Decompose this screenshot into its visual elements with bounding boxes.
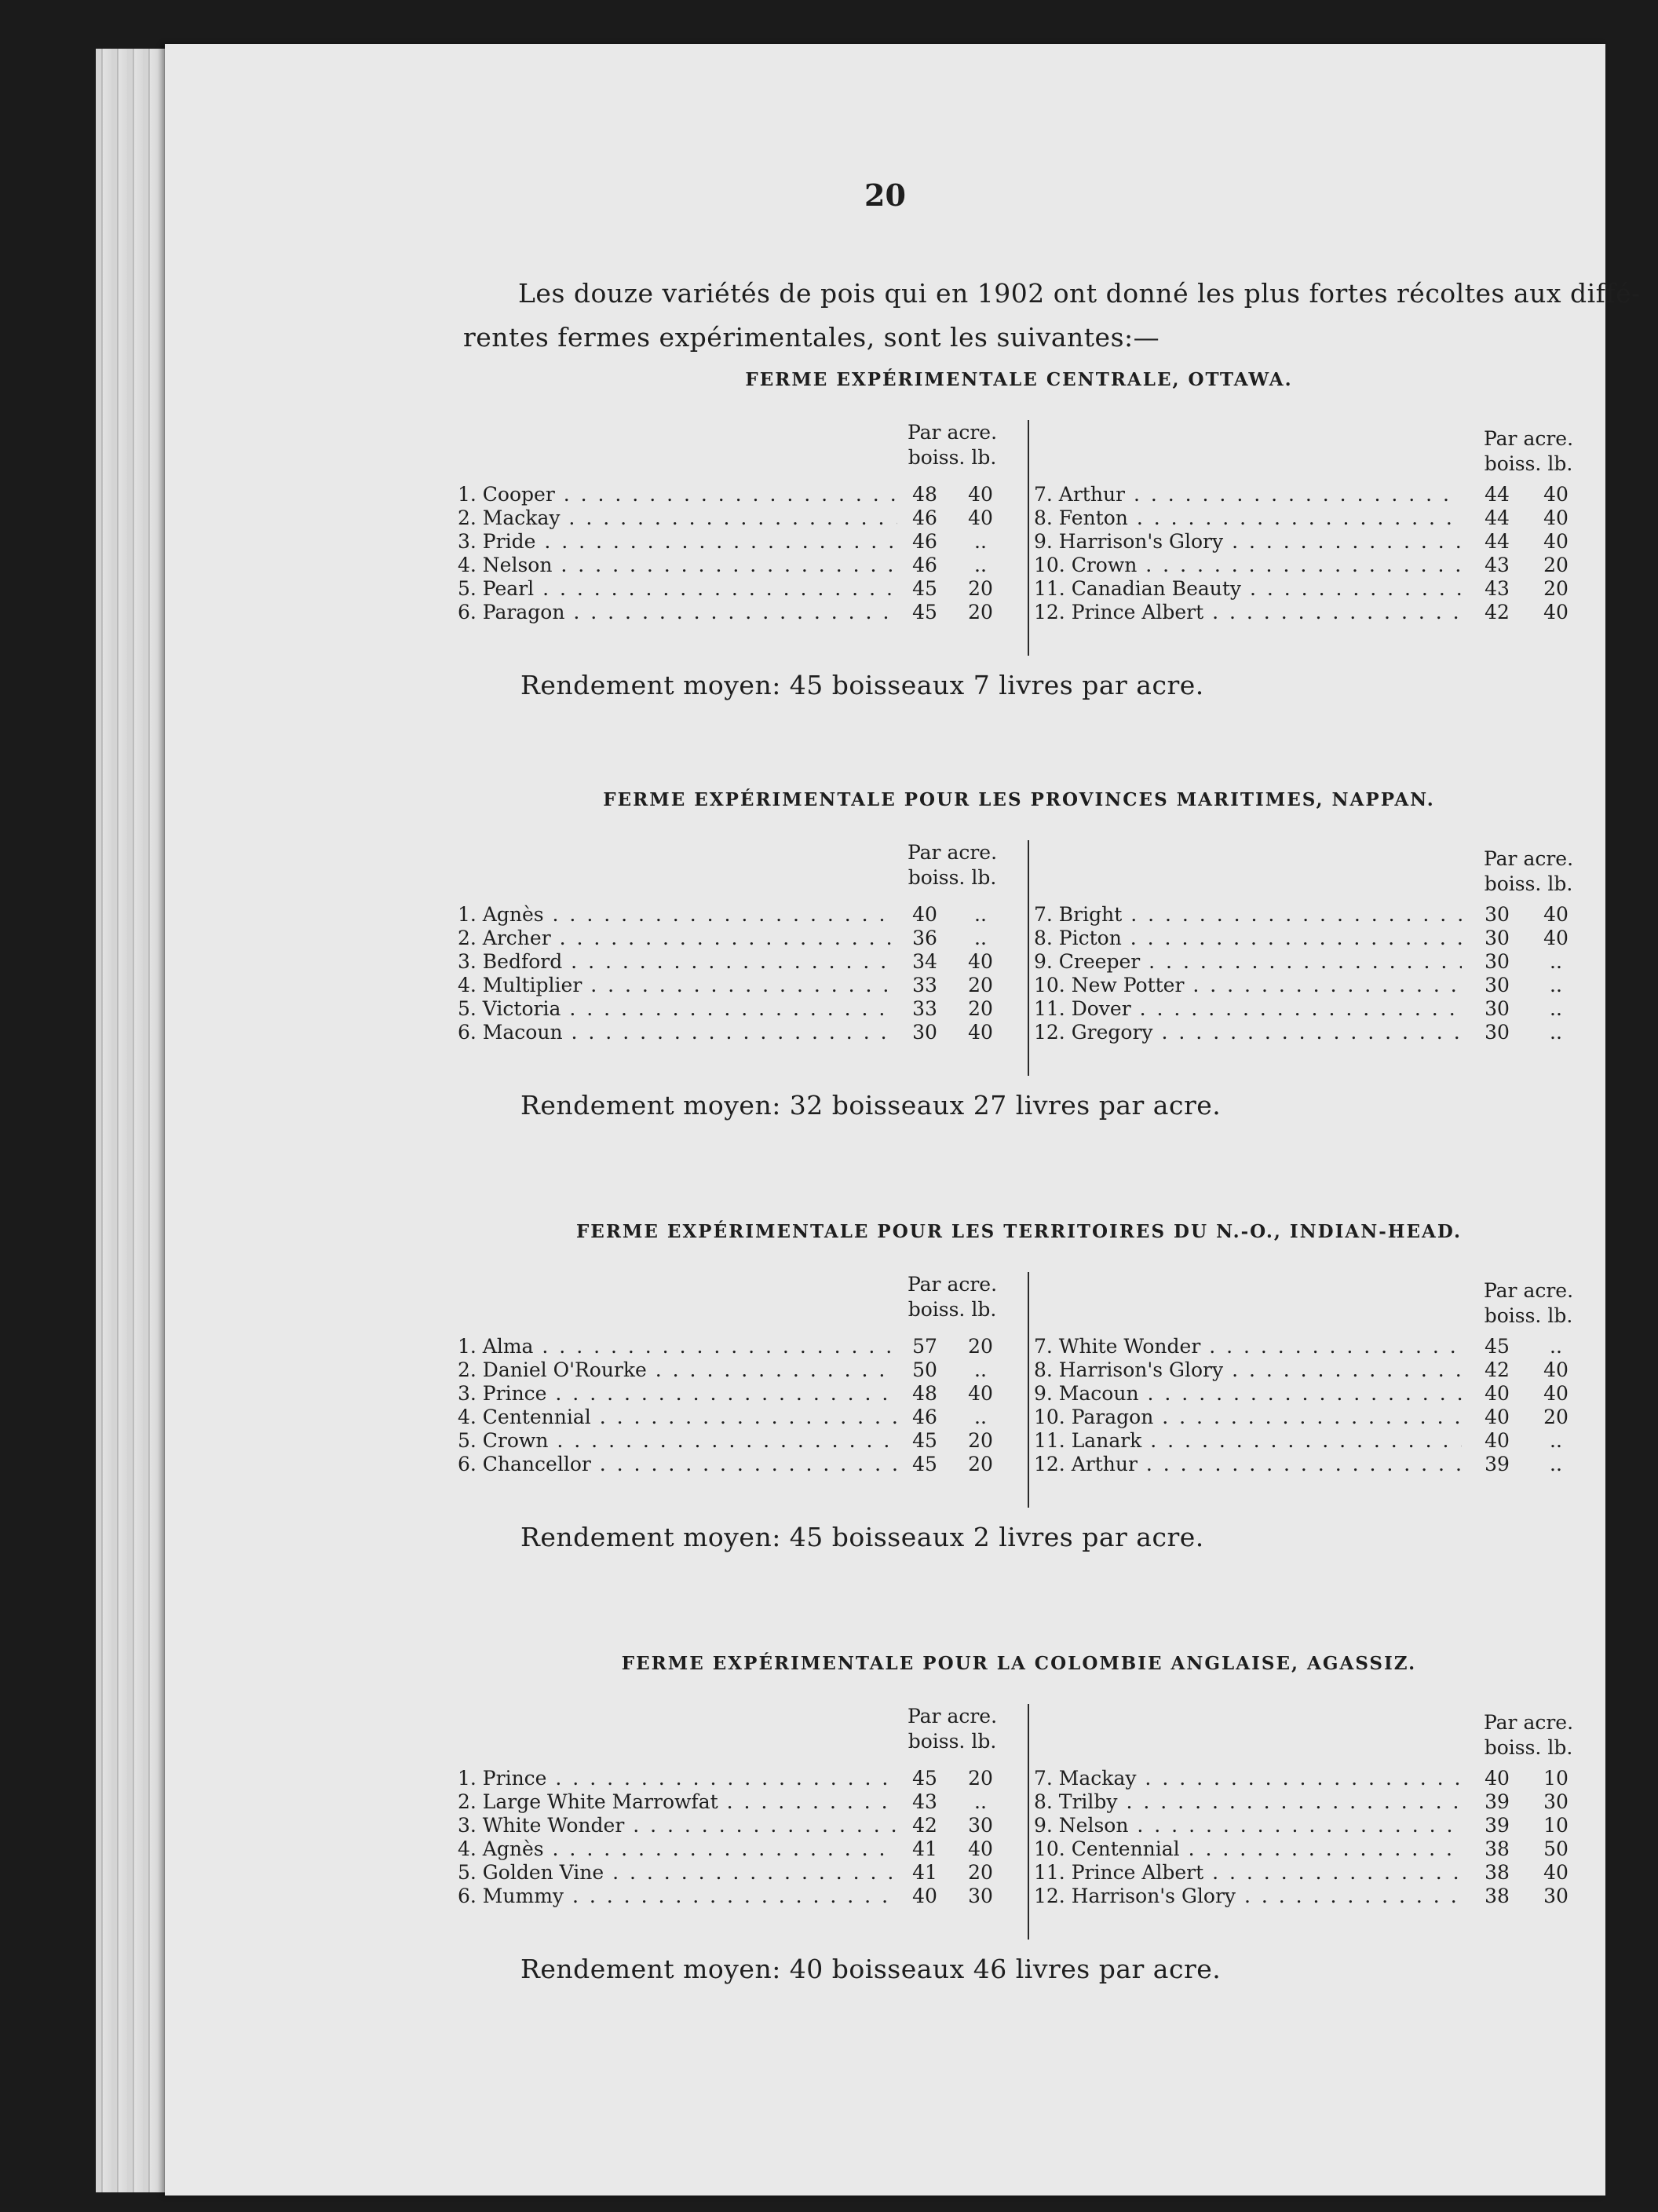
variety-name: 2. Daniel O'Rourke . . . <box>458 1358 897 1382</box>
section-heading: FERME EXPÉRIMENTALE CENTRALE, OTTAWA. <box>745 369 1293 390</box>
yield-pounds: .. <box>1550 1453 1562 1475</box>
variety-name: 7. Arthur . . . <box>1034 483 1462 506</box>
yield-pounds: .. <box>1550 1429 1562 1452</box>
yield-bushels: 45 <box>912 1453 937 1475</box>
column-divider <box>1028 1704 1029 1940</box>
table-row <box>458 530 1017 554</box>
variety-name: 6. Chancellor . . . <box>458 1453 897 1476</box>
variety-name: 5. Victoria . . . <box>458 997 897 1021</box>
table-row <box>1034 974 1576 997</box>
table-rows <box>458 1335 1017 1476</box>
yield-pounds: 20 <box>968 577 993 600</box>
header-units: boiss. lb. <box>908 1730 997 1753</box>
table-row <box>1034 950 1576 974</box>
yield-bushels: 44 <box>1485 506 1510 529</box>
header-units: boiss. lb. <box>1484 872 1573 895</box>
yield-pounds: 30 <box>968 1814 993 1837</box>
table-column-right <box>1034 1704 1576 1940</box>
yield-pounds: 20 <box>968 1767 993 1790</box>
variety-name: 1. Cooper . . . <box>458 483 897 506</box>
yield-bushels: 42 <box>1485 1358 1510 1381</box>
yield-bushels: 43 <box>1485 554 1510 576</box>
yield-pounds: .. <box>974 554 987 576</box>
table-row <box>1034 554 1576 577</box>
yield-pounds: 40 <box>968 1382 993 1405</box>
table-row <box>1034 1021 1576 1044</box>
yield-pounds: 20 <box>1543 577 1569 600</box>
intro-line-1: Les douze variétés de pois qui en 1902 ont donné les plus fortes récoltes aux diffé- <box>518 278 1641 309</box>
farm-section <box>458 1221 1580 1552</box>
yield-pounds: 20 <box>968 601 993 623</box>
table-row <box>1034 1429 1576 1453</box>
farm-section <box>458 1653 1580 1984</box>
average-yield: Rendement moyen: 45 boisseaux 2 livres par acre. <box>520 1522 1204 1552</box>
header-units: boiss. lb. <box>1484 1304 1573 1327</box>
yield-pounds: 40 <box>1543 483 1569 506</box>
variety-name: 5. Pearl . . . <box>458 577 897 601</box>
yield-pounds: .. <box>1550 997 1562 1020</box>
table-rows <box>1034 903 1576 1044</box>
table-row <box>458 927 1017 950</box>
yield-bushels: 38 <box>1485 1885 1510 1907</box>
table-row <box>1034 506 1576 530</box>
average-yield: Rendement moyen: 32 boisseaux 27 livres par acre. <box>520 1090 1222 1121</box>
variety-name: 12. Arthur . . . <box>1034 1453 1462 1476</box>
variety-name: 3. Prince . . . <box>458 1382 897 1406</box>
yield-bushels: 48 <box>912 1382 937 1405</box>
yield-bushels: 45 <box>912 577 937 600</box>
yield-pounds: 40 <box>1543 1358 1569 1381</box>
variety-name: 7. White Wonder . . . <box>1034 1335 1462 1358</box>
variety-name: 4. Agnès . . . <box>458 1837 897 1861</box>
variety-name: 8. Picton . . . <box>1034 927 1462 950</box>
yield-bushels: 50 <box>912 1358 937 1381</box>
yield-pounds: .. <box>974 927 987 949</box>
yield-pounds: 40 <box>1543 903 1569 926</box>
table-row <box>1034 1767 1576 1790</box>
table-rows <box>458 903 1017 1044</box>
table-row <box>458 1790 1017 1814</box>
yield-bushels: 45 <box>912 1767 937 1790</box>
table-column-left <box>458 1704 1017 1940</box>
table-row <box>1034 530 1576 554</box>
intro-paragraph <box>463 272 1658 360</box>
table-row <box>1034 1790 1576 1814</box>
yield-bushels: 36 <box>912 927 937 949</box>
average-yield: Rendement moyen: 40 boisseaux 46 livres par acre. <box>520 1954 1222 1984</box>
yield-bushels: 46 <box>912 530 937 553</box>
yield-pounds: 10 <box>1543 1814 1569 1837</box>
variety-name: 12. Prince Albert . . . <box>1034 601 1462 624</box>
table-row <box>1034 1382 1576 1406</box>
variety-name: 12. Harrison's Glory . . . <box>1034 1885 1462 1908</box>
table-row <box>458 1453 1017 1476</box>
variety-name: 6. Macoun . . . <box>458 1021 897 1044</box>
header-par-acre: Par acre. <box>1483 1279 1574 1302</box>
yield-bushels: 30 <box>1485 950 1510 973</box>
yield-pounds: 40 <box>1543 601 1569 623</box>
variety-name: 9. Harrison's Glory . . . <box>1034 530 1462 554</box>
yield-pounds: 40 <box>968 506 993 529</box>
yield-bushels: 46 <box>912 554 937 576</box>
variety-name: 8. Harrison's Glory . . . <box>1034 1358 1462 1382</box>
yield-bushels: 40 <box>1485 1767 1510 1790</box>
yield-bushels: 45 <box>1485 1335 1510 1358</box>
yield-bushels: 40 <box>912 1885 937 1907</box>
yield-pounds: .. <box>1550 1021 1562 1044</box>
table-rows <box>458 483 1017 624</box>
variety-name: 2. Archer . . . <box>458 927 897 950</box>
variety-name: 1. Alma . . . <box>458 1335 897 1358</box>
variety-name: 9. Macoun . . . <box>1034 1382 1462 1406</box>
yield-pounds: 20 <box>1543 1406 1569 1428</box>
table-row <box>458 997 1017 1021</box>
yield-bushels: 39 <box>1485 1790 1510 1813</box>
yield-pounds: 30 <box>968 1885 993 1907</box>
variety-name: 8. Trilby . . . <box>1034 1790 1462 1814</box>
variety-name: 11. Dover . . . <box>1034 997 1462 1021</box>
yield-bushels: 30 <box>912 1021 937 1044</box>
variety-name: 7. Bright . . . <box>1034 903 1462 927</box>
yield-bushels: 41 <box>912 1837 937 1860</box>
table-row <box>458 903 1017 927</box>
table-row <box>1034 1861 1576 1885</box>
variety-name: 10. New Potter . . . <box>1034 974 1462 997</box>
table-column-left <box>458 1272 1017 1508</box>
variety-name: 3. Pride . . . <box>458 530 897 554</box>
yield-pounds: 40 <box>1543 1861 1569 1884</box>
table-row <box>458 1335 1017 1358</box>
yield-pounds: 20 <box>968 997 993 1020</box>
yield-bushels: 45 <box>912 1429 937 1452</box>
table-row <box>458 1382 1017 1406</box>
header-par-acre: Par acre. <box>1483 847 1574 870</box>
table-row <box>458 483 1017 506</box>
variety-name: 7. Mackay . . . <box>1034 1767 1462 1790</box>
table-column-right <box>1034 420 1576 656</box>
table-row <box>458 974 1017 997</box>
yield-bushels: 38 <box>1485 1861 1510 1884</box>
column-header <box>1470 1278 1587 1329</box>
variety-name: 4. Multiplier . . . <box>458 974 897 997</box>
table-row <box>1034 1453 1576 1476</box>
table-row <box>1034 483 1576 506</box>
yield-bushels: 38 <box>1485 1837 1510 1860</box>
table-row <box>458 1885 1017 1908</box>
column-header <box>897 1272 1007 1322</box>
yield-pounds: 20 <box>968 1429 993 1452</box>
yield-pounds: 40 <box>968 950 993 973</box>
variety-name: 3. White Wonder . . . <box>458 1814 897 1837</box>
yield-bushels: 43 <box>912 1790 937 1813</box>
yield-bushels: 30 <box>1485 903 1510 926</box>
yield-bushels: 30 <box>1485 1021 1510 1044</box>
variety-name: 11. Lanark . . . <box>1034 1429 1462 1453</box>
yield-table <box>458 840 1580 1076</box>
yield-pounds: .. <box>974 1358 987 1381</box>
header-par-acre: Par acre. <box>907 1273 998 1296</box>
variety-name: 10. Crown . . . <box>1034 554 1462 577</box>
yield-bushels: 40 <box>1485 1382 1510 1405</box>
variety-name: 9. Nelson . . . <box>1034 1814 1462 1837</box>
yield-bushels: 45 <box>912 601 937 623</box>
header-par-acre: Par acre. <box>907 1705 998 1728</box>
variety-name: 10. Centennial . . . <box>1034 1837 1462 1861</box>
yield-bushels: 43 <box>1485 577 1510 600</box>
variety-name: 5. Crown . . . <box>458 1429 897 1453</box>
column-header <box>897 1704 1007 1754</box>
header-par-acre: Par acre. <box>1483 1711 1574 1734</box>
variety-name: 11. Canadian Beauty . . . <box>1034 577 1462 601</box>
header-units: boiss. lb. <box>908 866 997 889</box>
variety-name: 5. Golden Vine . . . <box>458 1861 897 1885</box>
header-units: boiss. lb. <box>1484 452 1573 475</box>
variety-name: 4. Nelson . . . <box>458 554 897 577</box>
variety-name: 12. Gregory . . . <box>1034 1021 1462 1044</box>
table-row <box>458 554 1017 577</box>
yield-pounds: 30 <box>1543 1790 1569 1813</box>
variety-name: 1. Prince . . . <box>458 1767 897 1790</box>
variety-name: 1. Agnès . . . <box>458 903 897 927</box>
yield-bushels: 34 <box>912 950 937 973</box>
yield-pounds: 40 <box>968 483 993 506</box>
section-heading: FERME EXPÉRIMENTALE POUR LES PROVINCES MARITIMES, NAPPAN. <box>603 789 1435 810</box>
column-divider <box>1028 1272 1029 1508</box>
yield-bushels: 48 <box>912 483 937 506</box>
table-row <box>1034 601 1576 624</box>
table-row <box>458 601 1017 624</box>
variety-name: 2. Mackay . . . <box>458 506 897 530</box>
yield-pounds: 20 <box>1543 554 1569 576</box>
yield-pounds: 40 <box>1543 530 1569 553</box>
yield-bushels: 30 <box>1485 997 1510 1020</box>
yield-pounds: 30 <box>1543 1885 1569 1907</box>
column-header <box>897 420 1007 470</box>
table-row <box>458 506 1017 530</box>
column-header <box>897 840 1007 890</box>
yield-bushels: 30 <box>1485 927 1510 949</box>
variety-name: 8. Fenton . . . <box>1034 506 1462 530</box>
table-row <box>458 1767 1017 1790</box>
yield-bushels: 40 <box>912 903 937 926</box>
yield-pounds: .. <box>1550 974 1562 996</box>
yield-bushels: 39 <box>1485 1814 1510 1837</box>
yield-pounds: .. <box>1550 950 1562 973</box>
column-divider <box>1028 840 1029 1076</box>
yield-bushels: 40 <box>1485 1406 1510 1428</box>
column-header <box>1470 426 1587 477</box>
intro-line-2: rentes fermes expérimentales, sont les suivantes:— <box>463 322 1160 353</box>
column-header <box>1470 1710 1587 1760</box>
yield-pounds: 20 <box>968 1335 993 1358</box>
farm-section <box>458 369 1580 700</box>
page-number: 20 <box>864 177 906 213</box>
table-row <box>1034 577 1576 601</box>
header-units: boiss. lb. <box>1484 1736 1573 1759</box>
table-row <box>1034 927 1576 950</box>
table-row <box>458 950 1017 974</box>
header-par-acre: Par acre. <box>1483 427 1574 450</box>
column-header <box>1470 846 1587 897</box>
yield-bushels: 39 <box>1485 1453 1510 1475</box>
table-row <box>1034 1814 1576 1837</box>
variety-name: 2. Large White Marrowfat . . . <box>458 1790 897 1814</box>
yield-bushels: 33 <box>912 974 937 996</box>
yield-bushels: 46 <box>912 506 937 529</box>
variety-name: 6. Mummy . . . <box>458 1885 897 1908</box>
yield-bushels: 44 <box>1485 483 1510 506</box>
table-row <box>1034 1885 1576 1908</box>
variety-name: 9. Creeper . . . <box>1034 950 1462 974</box>
table-row <box>1034 997 1576 1021</box>
yield-bushels: 30 <box>1485 974 1510 996</box>
table-row <box>1034 903 1576 927</box>
variety-name: 4. Centennial . . . <box>458 1406 897 1429</box>
yield-bushels: 44 <box>1485 530 1510 553</box>
variety-name: 11. Prince Albert . . . <box>1034 1861 1462 1885</box>
table-row <box>458 1429 1017 1453</box>
section-heading: FERME EXPÉRIMENTALE POUR LES TERRITOIRES DU N.-O., INDIAN-HEAD. <box>575 1221 1463 1242</box>
yield-table <box>458 420 1580 656</box>
table-row <box>458 577 1017 601</box>
yield-pounds: .. <box>974 903 987 926</box>
yield-pounds: .. <box>974 530 987 553</box>
yield-pounds: .. <box>1550 1335 1562 1358</box>
yield-pounds: 20 <box>968 1861 993 1884</box>
average-yield: Rendement moyen: 45 boisseaux 7 livres par acre. <box>520 670 1204 700</box>
table-column-left <box>458 420 1017 656</box>
header-par-acre: Par acre. <box>907 421 998 444</box>
yield-pounds: 20 <box>968 974 993 996</box>
yield-pounds: .. <box>974 1406 987 1428</box>
yield-pounds: 40 <box>1543 927 1569 949</box>
table-row <box>458 1406 1017 1429</box>
yield-bushels: 57 <box>912 1335 937 1358</box>
table-row <box>1034 1335 1576 1358</box>
header-units: boiss. lb. <box>908 446 997 469</box>
yield-table <box>458 1704 1580 1940</box>
yield-pounds: 40 <box>1543 506 1569 529</box>
yield-pounds: 10 <box>1543 1767 1569 1790</box>
yield-bushels: 40 <box>1485 1429 1510 1452</box>
yield-pounds: 40 <box>1543 1382 1569 1405</box>
yield-pounds: 40 <box>968 1837 993 1860</box>
table-column-left <box>458 840 1017 1076</box>
table-row <box>1034 1358 1576 1382</box>
table-row <box>458 1837 1017 1861</box>
variety-name: 6. Paragon . . . <box>458 601 897 624</box>
table-row <box>458 1021 1017 1044</box>
table-row <box>458 1861 1017 1885</box>
table-row <box>458 1814 1017 1837</box>
variety-name: 10. Paragon . . . <box>1034 1406 1462 1429</box>
variety-name: 3. Bedford . . . <box>458 950 897 974</box>
yield-bushels: 33 <box>912 997 937 1020</box>
column-divider <box>1028 420 1029 656</box>
section-heading: FERME EXPÉRIMENTALE POUR LA COLOMBIE ANGLAISE, AGASSIZ. <box>621 1653 1417 1674</box>
yield-table <box>458 1272 1580 1508</box>
yield-pounds: 20 <box>968 1453 993 1475</box>
table-rows <box>1034 1335 1576 1476</box>
yield-pounds: 50 <box>1543 1837 1569 1860</box>
yield-bushels: 42 <box>912 1814 937 1837</box>
yield-pounds: 40 <box>968 1021 993 1044</box>
table-rows <box>1034 1767 1576 1908</box>
table-row <box>458 1358 1017 1382</box>
yield-bushels: 46 <box>912 1406 937 1428</box>
yield-bushels: 42 <box>1485 601 1510 623</box>
yield-pounds: .. <box>974 1790 987 1813</box>
table-column-right <box>1034 840 1576 1076</box>
table-rows <box>458 1767 1017 1908</box>
farm-section <box>458 789 1580 1121</box>
table-row <box>1034 1406 1576 1429</box>
header-par-acre: Par acre. <box>907 841 998 864</box>
header-units: boiss. lb. <box>908 1298 997 1321</box>
yield-bushels: 41 <box>912 1861 937 1884</box>
table-column-right <box>1034 1272 1576 1508</box>
table-row <box>1034 1837 1576 1861</box>
table-rows <box>1034 483 1576 624</box>
